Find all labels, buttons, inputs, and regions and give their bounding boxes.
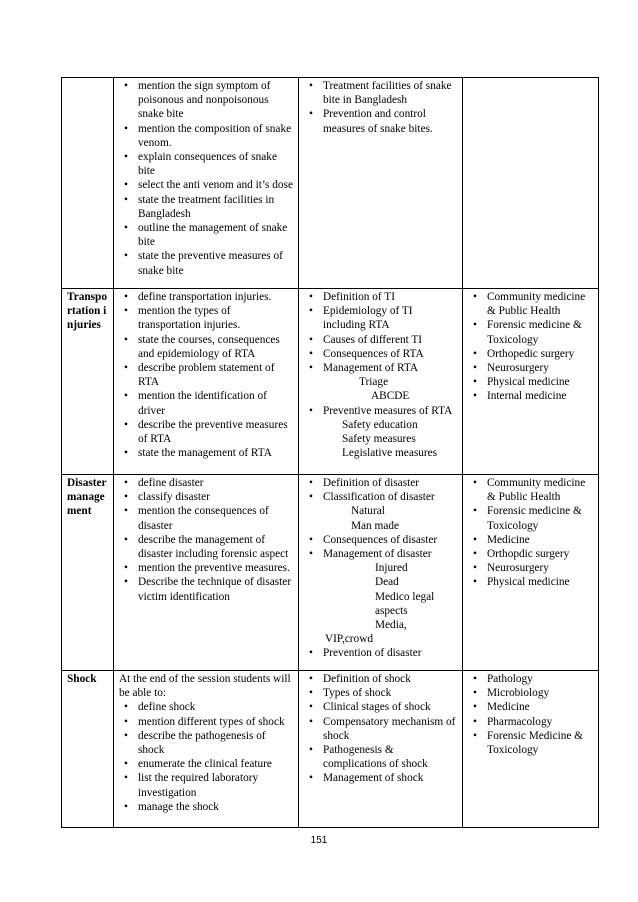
bullet-item: • mention the composition of snake venom. <box>119 122 294 150</box>
sub-item: Triage <box>359 376 389 389</box>
departments-cell <box>463 78 599 289</box>
bullet-item: • describe the preventive measures of RTA <box>119 418 294 446</box>
bullet-item: • Physical medicine <box>468 575 594 589</box>
bullet-item: • Types of shock <box>304 686 458 700</box>
bullet-item: • mention the consequences of disaster <box>119 504 294 532</box>
bullet-item: • Describe the technique of disaster victim identification <box>119 575 294 603</box>
bullet-item: • Medicine <box>468 533 594 547</box>
bullet-item: • Microbiology <box>468 686 594 700</box>
bullet-item: • define shock <box>119 700 294 714</box>
objectives-list <box>119 700 294 814</box>
curriculum-table-body <box>62 78 599 828</box>
sub-item: Injured <box>375 562 408 575</box>
curriculum-table <box>61 77 599 828</box>
contents-list <box>304 290 458 460</box>
bullet-item: • Consequences of disaster <box>304 533 458 547</box>
bullet-item: • mention the types of transportation injuries. <box>119 304 294 332</box>
departments-cell <box>463 289 599 475</box>
bullet-item: • state the preventive measures of snake bite <box>119 249 294 277</box>
bullet-item: • classify disaster <box>119 490 294 504</box>
contents-list <box>304 79 458 136</box>
objectives-intro: At the end of the session students will be able to: <box>119 673 291 700</box>
topic-cell <box>62 671 114 828</box>
sub-item: Safety measures <box>342 433 416 446</box>
bullet-item: • Prevention and control measures of snake bites. <box>304 107 458 135</box>
objectives-cell <box>114 78 299 289</box>
contents-cell <box>299 289 463 475</box>
bullet-item: • outline the management of snake bite <box>119 221 294 249</box>
bullet-item: • Orthopedic surgery <box>468 347 594 361</box>
bullet-item: • Epidemiology of TI including RTA <box>304 304 458 332</box>
bullet-item: • Prevention of disaster <box>304 646 458 660</box>
bullet-item: • Internal medicine <box>468 389 594 403</box>
sub-item: Media, <box>375 619 407 632</box>
bullet-item: • Orthopdic surgery <box>468 547 594 561</box>
bullet-item: • Preventive measures of RTA <box>304 404 458 418</box>
topic-cell <box>62 289 114 475</box>
bullet-item: • Clinical stages of shock <box>304 700 458 714</box>
bullet-item: • state the courses, consequences and epidemiology of RTA <box>119 333 294 361</box>
table-row-transportation-injuries <box>62 289 599 475</box>
bullet-item: • enumerate the clinical feature <box>119 757 294 771</box>
objectives-cell <box>114 289 299 475</box>
sub-item: ABCDE <box>371 390 410 403</box>
topic-cell <box>62 78 114 289</box>
bullet-item: • Neurosurgery <box>468 561 594 575</box>
objectives-cell <box>114 671 299 828</box>
sub-item: Legislative measures <box>342 447 438 460</box>
bullet-item: • Forensic medicine & Toxicology <box>468 504 594 532</box>
bullet-item: • state the treatment facilities in Bangladesh <box>119 193 294 221</box>
bullet-item: • Consequences of RTA <box>304 347 458 361</box>
bullet-item: • describe problem statement of RTA <box>119 361 294 389</box>
bullet-item: • Treatment facilities of snake bite in Bangladesh <box>304 79 458 107</box>
contents-cell <box>299 671 463 828</box>
bullet-item: • define disaster <box>119 476 294 490</box>
bullet-item: • mention different types of shock <box>119 715 294 729</box>
bullet-item: • mention the sign symptom of poisonous and nonpoisonous snake bite <box>119 79 294 122</box>
bullet-item: • manage the shock <box>119 800 294 814</box>
bullet-item: • Classification of disaster <box>304 490 458 504</box>
departments-cell <box>463 475 599 671</box>
bullet-item: • describe the pathogenesis of shock <box>119 729 294 757</box>
sub-item: Man made <box>351 519 399 532</box>
sub-item: aspects <box>375 604 408 617</box>
bullet-item: • Management of shock <box>304 771 458 785</box>
bullet-item: • mention the preventive measures. <box>119 561 294 575</box>
bullet-item: • Management of disaster <box>304 547 458 561</box>
objectives-list <box>119 290 294 460</box>
objectives-cell <box>114 475 299 671</box>
contents-cell <box>299 78 463 289</box>
bullet-item: • Pathology <box>468 672 594 686</box>
departments-list <box>468 476 594 590</box>
topic-label: Shock <box>67 673 97 685</box>
departments-list <box>468 672 594 757</box>
bullet-item: • Forensic Medicine & Toxicology <box>468 729 594 757</box>
table-row-disaster-management <box>62 475 599 671</box>
bullet-item: • define transportation injuries. <box>119 290 294 304</box>
table-row-snake-bite <box>62 78 599 289</box>
bullet-item: • Definition of shock <box>304 672 458 686</box>
bullet-item: • describe the management of disaster including forensic aspect <box>119 533 294 561</box>
sub-item: VIP,crowd <box>325 633 374 646</box>
bullet-item: • list the required laboratory investigation <box>119 771 294 799</box>
topic-cell <box>62 475 114 671</box>
sub-item: Dead <box>375 576 399 589</box>
sub-item: Natural <box>351 505 385 518</box>
bullet-item: • Neurosurgery <box>468 361 594 375</box>
objectives-list <box>119 79 294 278</box>
contents-cell <box>299 475 463 671</box>
departments-cell <box>463 671 599 828</box>
bullet-item: • select the anti venom and it’s dose <box>119 178 294 192</box>
topic-label: Disaster management <box>67 477 107 518</box>
bullet-item: • explain consequences of snake bite <box>119 150 294 178</box>
objectives-list <box>119 476 294 604</box>
bullet-item: • Pharmacology <box>468 715 594 729</box>
bullet-item: • mention the identification of driver <box>119 389 294 417</box>
sub-item: Safety education <box>342 418 418 431</box>
contents-list <box>304 476 458 661</box>
sub-item: Medico legal <box>375 590 435 603</box>
bullet-item: • Causes of different TI <box>304 333 458 347</box>
bullet-item: • Community medicine & Public Health <box>468 290 594 318</box>
departments-list <box>468 290 594 404</box>
bullet-item: • Compensatory mechanism of shock <box>304 715 458 743</box>
bullet-item: • Medicine <box>468 700 594 714</box>
bullet-item: • Definition of TI <box>304 290 458 304</box>
topic-label: Transportation injuries <box>67 291 107 332</box>
bullet-item: • Community medicine & Public Health <box>468 476 594 504</box>
page-number: 151 <box>310 835 328 846</box>
table-row-shock <box>62 671 599 828</box>
bullet-item: • Management of RTA <box>304 361 458 375</box>
bullet-item: • Forensic medicine & Toxicology <box>468 318 594 346</box>
bullet-item: • Pathogenesis & complications of shock <box>304 743 458 771</box>
bullet-item: • Definition of disaster <box>304 476 458 490</box>
bullet-item: • Physical medicine <box>468 375 594 389</box>
contents-list <box>304 672 458 786</box>
bullet-item: • state the management of RTA <box>119 446 294 460</box>
